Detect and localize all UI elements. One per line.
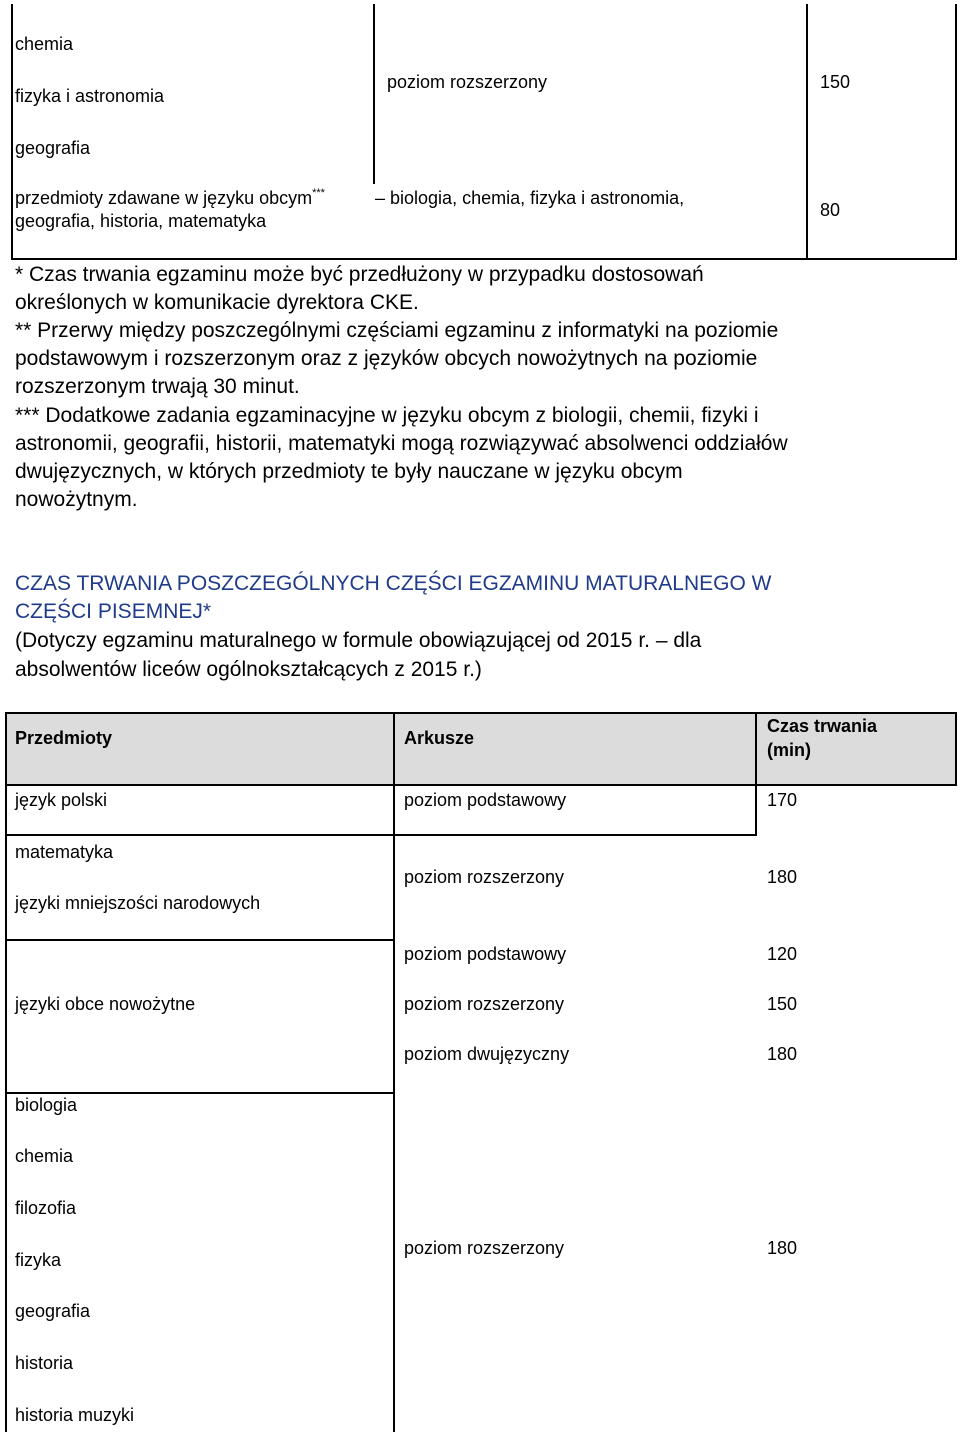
footnote-line: podstawowym i rozszerzonym oraz z języków obcych nowożytnych na poziomie — [15, 347, 758, 370]
subject-cell: chemia — [15, 34, 74, 54]
footnote-line: nowożytnym. — [15, 488, 138, 511]
subject-cell: geografia — [15, 138, 91, 158]
section-title: CZĘŚCI PISEMNEJ* — [15, 600, 212, 623]
time-cell: 120 — [767, 944, 798, 964]
subject-cell: historia muzyki — [15, 1405, 135, 1425]
column-header: Przedmioty — [15, 728, 113, 748]
column-header: (min) — [767, 740, 811, 760]
subject-cell: biologia — [15, 1095, 78, 1115]
subject-cell: geografia — [15, 1301, 91, 1321]
footnote-line: * Czas trwania egzaminu może być przedłużony w przypadku dostosowań — [15, 263, 704, 286]
time-cell: 80 — [820, 200, 841, 220]
level-cell: poziom rozszerzony — [404, 1238, 565, 1258]
section-subtitle: (Dotyczy egzaminu maturalnego w formule obowiązującej od 2015 r. – dla — [15, 629, 702, 652]
level-cell: poziom podstawowy — [404, 944, 567, 964]
level-cell: poziom podstawowy — [404, 790, 567, 810]
time-cell: 150 — [820, 72, 851, 92]
level-cell: poziom dwujęzyczny — [404, 1044, 570, 1064]
footnote-line: dwujęzycznych, w których przedmioty te były nauczane w języku obcym — [15, 460, 683, 483]
footnote-line: astronomii, geografii, historii, matematyki mogą rozwiązywać absolwenci oddziałów — [15, 432, 788, 455]
subject-cell: – biologia, chemia, fizyka i astronomia, — [375, 188, 685, 208]
subject-cell: fizyka — [15, 1250, 62, 1270]
subject-cell: filozofia — [15, 1198, 77, 1218]
subject-cell — [15, 187, 325, 212]
footnote-marker: *** — [312, 187, 325, 199]
subject-cell: fizyka i astronomia — [15, 86, 165, 106]
level-cell: poziom rozszerzony — [404, 994, 565, 1014]
time-cell: 180 — [767, 1238, 798, 1258]
column-header: Czas trwania — [767, 716, 878, 736]
section-title: CZAS TRWANIA POSZCZEGÓLNYCH CZĘŚCI EGZAMINU MATURALNEGO W — [15, 572, 772, 595]
subject-cell: języki obce nowożytne — [15, 994, 196, 1014]
time-cell: 150 — [767, 994, 798, 1014]
column-header: Arkusze — [404, 728, 475, 748]
time-cell: 170 — [767, 790, 798, 810]
footnote-line: *** Dodatkowe zadania egzaminacyjne w języku obcym z biologii, chemii, fizyki i — [15, 404, 759, 427]
time-cell: 180 — [767, 1044, 798, 1064]
level-cell: poziom rozszerzony — [387, 72, 548, 92]
subject-cell: historia — [15, 1353, 74, 1373]
footnote-line: określonych w komunikacie dyrektora CKE. — [15, 291, 419, 314]
subject-cell: geografia, historia, matematyka — [15, 211, 267, 231]
section-subtitle: absolwentów liceów ogólnokształcących z 2015 r.) — [15, 658, 482, 681]
subject-cell: chemia — [15, 1146, 74, 1166]
subject-cell: język polski — [15, 790, 108, 810]
footnote-line: rozszerzonym trwają 30 minut. — [15, 375, 300, 398]
subject-text: przedmioty zdawane w języku obcym — [15, 188, 313, 208]
footnote-line: ** Przerwy między poszczególnymi częściami egzaminu z informatyki na poziomie — [15, 319, 779, 342]
subject-cell: języki mniejszości narodowych — [15, 893, 261, 913]
level-cell: poziom rozszerzony — [404, 867, 565, 887]
time-cell: 180 — [767, 867, 798, 887]
subject-cell: matematyka — [15, 842, 114, 862]
